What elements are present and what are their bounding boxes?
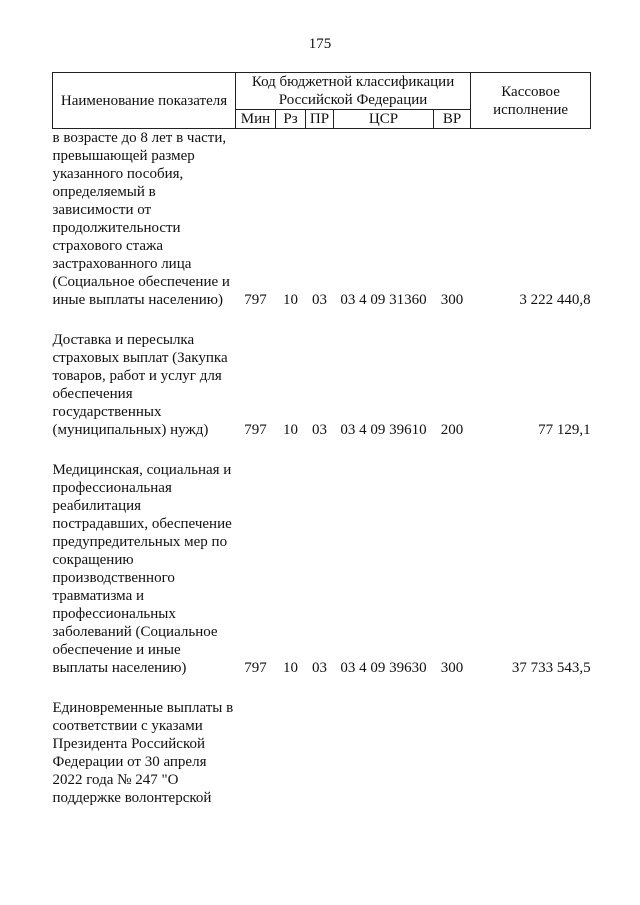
table-row bbox=[53, 129, 591, 310]
row-pr: 03 bbox=[312, 660, 327, 676]
column-header-csr: ЦСР bbox=[334, 110, 434, 129]
row-min: 797 bbox=[244, 422, 267, 438]
row-rz: 10 bbox=[283, 660, 298, 676]
row-name: Единовременные выплаты в соответствии с указами Президента Российской Федерации от 30 апреля 2022 года № 247 "О поддержке волонтерской bbox=[52, 700, 234, 806]
column-header-cash-execution: Кассовое исполнение bbox=[471, 73, 591, 129]
row-csr: 03 4 09 39630 bbox=[340, 660, 427, 676]
row-vr: 300 bbox=[440, 292, 464, 308]
row-vr: 300 bbox=[440, 660, 464, 676]
budget-table bbox=[52, 72, 591, 807]
row-amount: 37 733 543,5 bbox=[511, 660, 591, 676]
column-header-min: Мин bbox=[236, 110, 276, 129]
row-rz: 10 bbox=[283, 422, 298, 438]
row-csr: 03 4 09 39610 bbox=[340, 422, 427, 438]
column-header-pr: ПР bbox=[306, 110, 334, 129]
row-pr bbox=[306, 699, 334, 807]
row-amount: 3 222 440,8 bbox=[519, 292, 591, 308]
row-rz bbox=[276, 699, 306, 807]
column-header-budget-code: Код бюджетной классификации Российской Федерации bbox=[236, 73, 471, 110]
row-min: 797 bbox=[244, 292, 267, 308]
row-vr bbox=[434, 699, 471, 807]
row-pr: 03 bbox=[312, 292, 327, 308]
row-name: в возрасте до 8 лет в части, превышающей размер указанного пособия, определяемый в зависимости от продолжительности страхового стажа застрахованного лица (Социальное обеспечение и иные выплаты населению) bbox=[52, 130, 230, 308]
row-amount bbox=[471, 699, 591, 807]
page-number: 175 bbox=[308, 36, 332, 52]
row-vr: 200 bbox=[440, 422, 464, 438]
row-name: Доставка и пересылка страховых выплат (Закупка товаров, работ и услуг для обеспечения государственных (муниципальных) нужд) bbox=[52, 332, 228, 438]
row-csr bbox=[334, 699, 434, 807]
row-min: 797 bbox=[244, 660, 267, 676]
row-amount: 77 129,1 bbox=[538, 422, 591, 438]
column-header-name: Наименование показателя bbox=[53, 73, 236, 129]
column-header-rz: Рз bbox=[276, 110, 306, 129]
table-row bbox=[53, 461, 591, 677]
row-csr: 03 4 09 31360 bbox=[340, 292, 427, 308]
table-row bbox=[53, 331, 591, 439]
row-rz: 10 bbox=[283, 292, 298, 308]
row-pr: 03 bbox=[312, 422, 327, 438]
column-header-vr: ВР bbox=[434, 110, 471, 129]
table-row bbox=[53, 699, 591, 807]
row-name: Медицинская, социальная и профессиональная реабилитация пострадавших, обеспечение предупредительных мер по сокращению производственного травматизма и профессиональных заболеваний (Социальное обеспечение и иные выплаты населению) bbox=[52, 462, 232, 676]
row-min bbox=[236, 699, 276, 807]
